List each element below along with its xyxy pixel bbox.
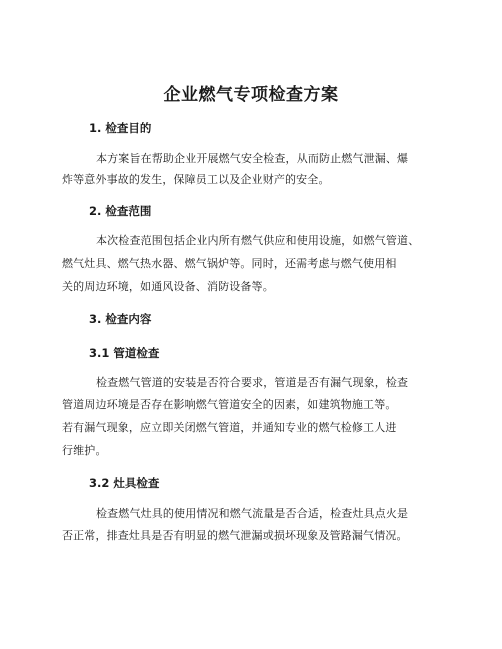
- paragraph-line: 管道周边环境是否存在影响燃气管道安全的因素，如建筑物施工等。: [62, 398, 397, 411]
- paragraph-line: 行维护。: [62, 444, 107, 457]
- document-title: 企业燃气专项检查方案: [163, 85, 339, 105]
- paragraph-line: 燃气灶具、燃气热水器、燃气锅炉等。同时，还需考虑与燃气使用相: [62, 257, 397, 270]
- section-heading-scope: 2. 检查范围: [89, 204, 152, 218]
- paragraph-line: 否正常，排查灶具是否有明显的燃气泄漏或损坏现象及管路漏气情况。: [62, 529, 408, 542]
- subsection-heading-stove: 3.2 灶具检查: [89, 476, 160, 490]
- paragraph-line: 若有漏气现象，应立即关闭燃气管道，并通知专业的燃气检修工人进: [62, 421, 397, 434]
- paragraph-line: 本方案旨在帮助企业开展燃气安全检查，从而防止燃气泄漏、爆: [96, 152, 409, 165]
- section-heading-content: 3. 检查内容: [89, 312, 152, 326]
- paragraph-line: 本次检查范围包括企业内所有燃气供应和使用设施，如燃气管道、: [96, 234, 420, 247]
- paragraph-line: 检查燃气灶具的使用情况和燃气流量是否合适，检查灶具点火是: [96, 507, 409, 520]
- section-heading-purpose: 1. 检查目的: [89, 121, 152, 135]
- paragraph-line: 关的周边环境，如通风设备、消防设备等。: [62, 280, 274, 293]
- subsection-heading-pipeline: 3.1 管道检查: [89, 346, 160, 360]
- paragraph-line: 炸等意外事故的发生，保障员工以及企业财产的安全。: [62, 173, 330, 186]
- paragraph-line: 检查燃气管道的安装是否符合要求，管道是否有漏气现象，检查: [96, 376, 409, 389]
